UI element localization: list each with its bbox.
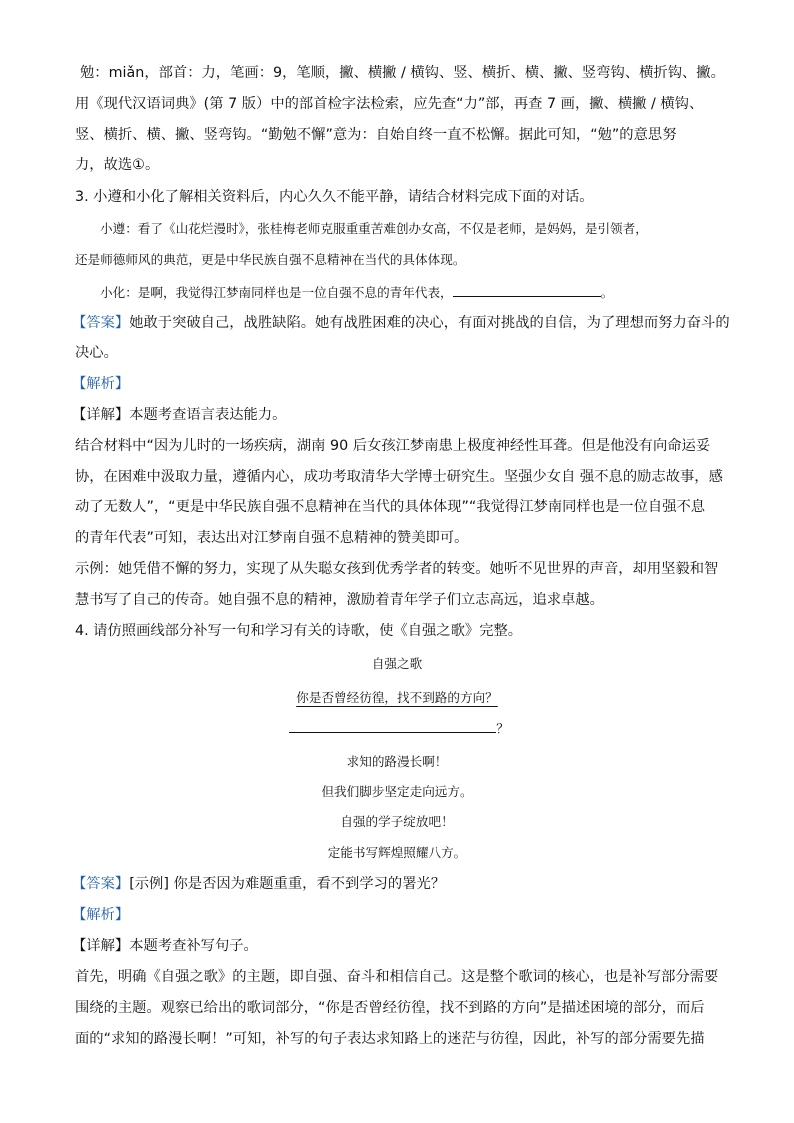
- answer-tag: 【答案】: [72, 876, 130, 892]
- paragraph-line: 用《现代汉语词典》(第 7 版）中的部首检字法检索，应先查“力”部，再查 7 画，撇、横撇 / 横钩、: [75, 96, 704, 112]
- poem-blank: [289, 720, 496, 733]
- answer-text: 她敢于突破自己，战胜缺陷。她有战胜困难的决心，有面对挑战的自信，为了理想而努力奋斗的: [129, 315, 730, 331]
- detail-line: [72, 406, 286, 424]
- paragraph-line: 协，在困难中汲取力量，遵循内心，成功考取清华大学博士研究生。坚强少女自 强不息的励志故事，感: [75, 469, 723, 485]
- paragraph-line: 竖、横折、横、撇、竖弯钩。“勤勉不懈”意为：自始自终一直不松懈。据此可知，“勉”的意思努: [75, 127, 677, 143]
- dialogue-end: 。: [600, 285, 614, 300]
- answer-text: [示例] 你是否因为难题重重，看不到学习的署光？: [129, 876, 446, 892]
- poem-line: 求知的路漫长啊！: [346, 754, 448, 769]
- detail-tag: 【详解】: [72, 407, 130, 423]
- dialogue-line: [100, 284, 613, 302]
- poem-title: 自强之歌: [371, 656, 423, 671]
- paragraph-line: 慧书写了自己的传奇。她自强不息的精神，激励着青年学子们立志高远，追求卓越。: [75, 592, 604, 608]
- poem-underlined-line: 你是否曾经彷徨，找不到路的方向？: [296, 690, 498, 705]
- paragraph-line: 力，故选①。: [75, 157, 160, 173]
- analysis-tag: 【解析】: [72, 907, 130, 923]
- answer-blank: [453, 284, 601, 297]
- poem-blank-line: [0, 720, 794, 738]
- analysis-tag: 【解析】: [72, 376, 130, 392]
- answer-tag: 【答案】: [72, 315, 130, 331]
- detail-intro: 本题考查补写句子。: [129, 938, 258, 954]
- detail-line: [72, 937, 258, 955]
- paragraph-line: 首先，明确《自强之歌》的主题，即自强、奋斗和相信自己。这是整个歌词的核心，也是补写部分需要: [75, 969, 719, 985]
- dialogue-line: 小遵：看了《山花烂漫时》，张桂梅老师克服重重苦难创办女高，不仅是老师，是妈妈，是引领者，: [100, 221, 648, 236]
- answer-line: [72, 314, 730, 332]
- paragraph-line: 结合材料中“因为儿时的一场疾病，湖南 90 后女孩江梦南患上极度神经性耳聋。但是他没有向命运妥: [75, 438, 711, 454]
- paragraph-line: 勉：miǎn，部首：力，笔画：9，笔顺，撇、横撇 / 横钩、竖、横折、横、撇、竖弯钩、横折钩、撇。: [80, 65, 725, 81]
- dialogue-text: 小化：是啊，我觉得江梦南同样也是一位自强不息的青年代表，: [100, 285, 453, 300]
- answer-line: [72, 875, 445, 893]
- paragraph-line: 示例：她凭借不懈的努力，实现了从失聪女孩到优秀学者的转变。她听不见世界的声音，却用坚毅和智: [75, 561, 719, 577]
- poem-line: 但我们脚步坚定走向远方。: [321, 784, 473, 799]
- paragraph-line: 动了无数人”，“更是中华民族自强不息精神在当代的具体体现”“我觉得江梦南同样也是一位自强不息: [75, 499, 706, 515]
- poem-line: 自强的学子绽放吧！: [340, 814, 454, 829]
- paragraph-line: 的青年代表”可知，表达出对江梦南自强不息精神的赞美即可。: [75, 530, 469, 546]
- poem-line: 定能书写辉煌照耀八方。: [327, 845, 467, 860]
- question-4: 4. 请仿照画线部分补写一句和学习有关的诗歌，使《自强之歌》完整。: [75, 623, 523, 639]
- paragraph-line: 围绕的主题。观察已给出的歌词部分，“你是否曾经彷徨，找不到路的方向”是描述困境的部分，而后: [75, 1000, 705, 1016]
- dialogue-line: 还是师德师风的典范，更是中华民族自强不息精神在当代的具体体现。: [75, 252, 466, 267]
- poem-blank-end: ？: [496, 721, 509, 736]
- question-3: 3. 小遵和小化了解相关资料后，内心久久不能平静，请结合材料完成下面的对话。: [75, 189, 594, 205]
- detail-tag: 【详解】: [72, 938, 130, 954]
- detail-intro: 本题考查语言表达能力。: [129, 407, 287, 423]
- paragraph-line: 面的“求知的路漫长啊！”可知，补写的句子表达求知路上的迷茫与彷徨，因此，补写的部分需要先描: [75, 1031, 705, 1047]
- answer-line: 决心。: [75, 345, 118, 361]
